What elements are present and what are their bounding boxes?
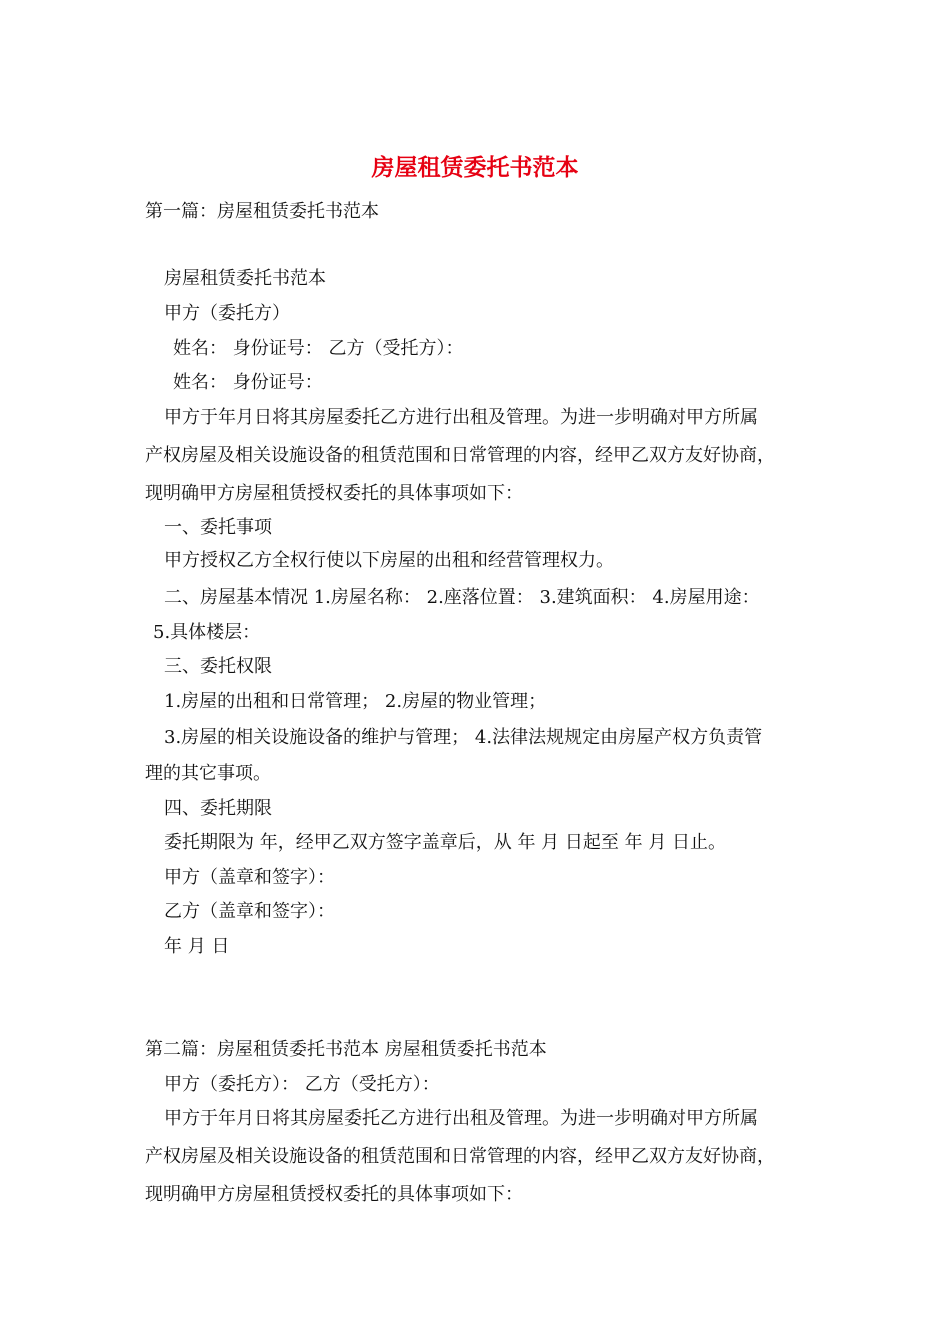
signature-date: 年 月 日	[164, 936, 230, 957]
section-3-line-1: 1.房屋的出租和日常管理； 2.房屋的物业管理；	[164, 691, 547, 712]
section-4-heading: 四、委托期限	[164, 798, 272, 819]
section-1-heading: 一、委托事项	[164, 517, 272, 538]
name-id-line: 姓名： 身份证号：	[173, 372, 323, 393]
section-4-body: 委托期限为 年，经甲乙双方签字盖章后，从 年 月 日起至 年 月 日止。	[164, 832, 727, 853]
part-one-heading: 第一篇：房屋租赁委托书范本	[145, 201, 379, 222]
part-two-intro-line-3: 现明确甲方房屋租赁授权委托的具体事项如下：	[145, 1184, 523, 1205]
intro-line-3: 现明确甲方房屋租赁授权委托的具体事项如下：	[145, 483, 523, 504]
section-1-body: 甲方授权乙方全权行使以下房屋的出租和经营管理权力。	[164, 550, 614, 571]
part-two-parties: 甲方（委托方）： 乙方（受托方）：	[164, 1074, 440, 1095]
intro-line-2: 产权房屋及相关设施设备的租赁范围和日常管理的内容，经甲乙双方友好协商，	[145, 445, 775, 466]
part-two-intro-line-2: 产权房屋及相关设施设备的租赁范围和日常管理的内容，经甲乙双方友好协商，	[145, 1146, 775, 1167]
section-2-line-1: 二、房屋基本情况 1.房屋名称： 2.座落位置： 3.建筑面积： 4.房屋用途：	[164, 587, 760, 608]
section-2-line-2: 5.具体楼层：	[153, 622, 261, 643]
party-a-signature: 甲方（盖章和签字）：	[164, 867, 335, 888]
section-3-line-3: 理的其它事项。	[145, 763, 271, 784]
name-id-party-b-line: 姓名： 身份证号： 乙方（受托方）：	[173, 338, 464, 359]
document-title: 房屋租赁委托书范本	[371, 154, 579, 181]
section-3-line-2: 3.房屋的相关设施设备的维护与管理； 4.法律法规规定由房屋产权方负责管	[164, 727, 763, 748]
section-3-heading: 三、委托权限	[164, 656, 272, 677]
part-two-heading: 第二篇：房屋租赁委托书范本 房屋租赁委托书范本	[145, 1039, 547, 1060]
part-two-intro-line-1: 甲方于年月日将其房屋委托乙方进行出租及管理。为进一步明确对甲方所属	[164, 1108, 758, 1129]
part-one-subtitle: 房屋租赁委托书范本	[164, 268, 326, 289]
party-a-label: 甲方（委托方）	[164, 303, 290, 324]
intro-line-1: 甲方于年月日将其房屋委托乙方进行出租及管理。为进一步明确对甲方所属	[164, 407, 758, 428]
party-b-signature: 乙方（盖章和签字）：	[164, 901, 335, 922]
